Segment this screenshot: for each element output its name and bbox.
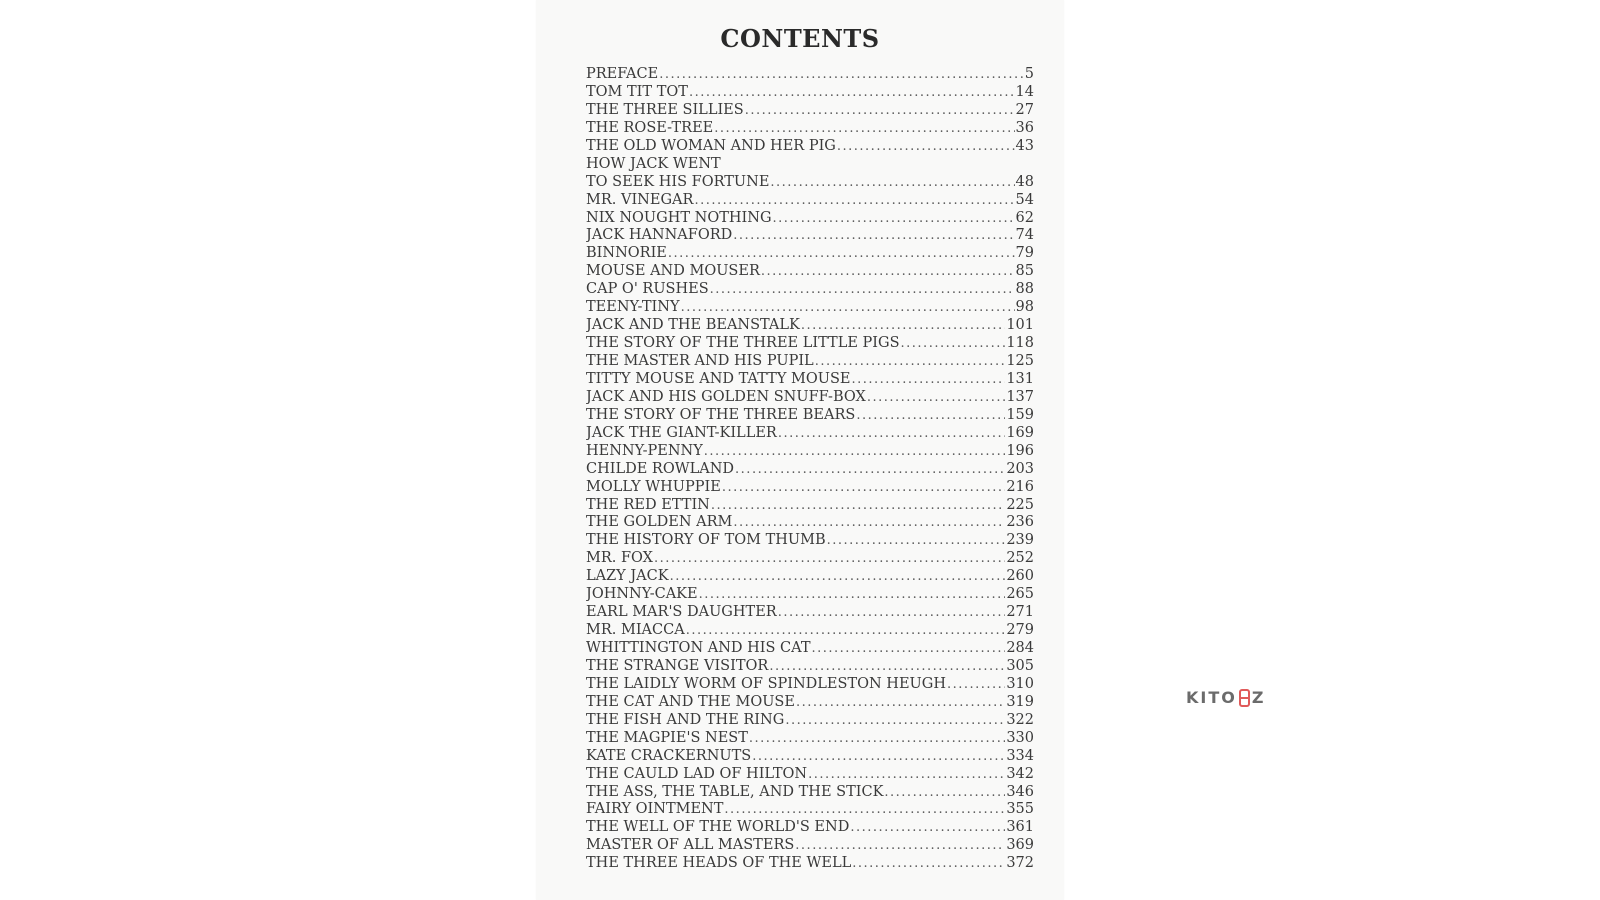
- toc-leader-dots: [659, 66, 1024, 84]
- toc-entry: [586, 819, 1034, 837]
- toc-entry-page: 203: [1006, 460, 1034, 477]
- toc-entry-title: JACK AND THE BEANSTALK: [586, 317, 800, 334]
- toc-entry: [586, 622, 1034, 640]
- toc-entry-title: WHITTINGTON AND HIS CAT: [586, 640, 811, 656]
- toc-entry-page: 334: [1006, 747, 1034, 764]
- toc-leader-dots: [815, 353, 1006, 371]
- toc-entry: [586, 855, 1034, 873]
- toc-leader-dots: [785, 712, 1005, 730]
- toc-entry-page: 369: [1006, 837, 1034, 854]
- toc-entry-title: THE STRANGE VISITOR: [586, 657, 769, 674]
- toc-entry-page: 372: [1006, 855, 1034, 872]
- toc-entry: [586, 335, 1034, 353]
- toc-entry-page: 14: [1015, 83, 1034, 100]
- toc-entry-title: PREFACE: [586, 66, 659, 82]
- toc-entry-page: 85: [1015, 263, 1034, 280]
- toc-leader-dots: [852, 371, 1006, 389]
- toc-entry-page: 74: [1015, 227, 1034, 244]
- toc-entry-page: 346: [1006, 783, 1034, 800]
- toc-leader-dots: [884, 784, 1005, 802]
- toc-entry: [586, 192, 1034, 210]
- toc-entry-page: 252: [1006, 550, 1034, 567]
- toc-entry-title: MOLLY WHUPPIE: [586, 478, 721, 495]
- toc-entry: [586, 371, 1034, 389]
- toc-entry-page: 239: [1006, 532, 1034, 549]
- toc-leader-dots: [808, 766, 1005, 784]
- toc-leader-dots: [714, 120, 1014, 138]
- toc-entry-title: MOUSE AND MOUSER: [586, 263, 760, 280]
- toc-entry-title: THE THREE HEADS OF THE WELL: [586, 855, 852, 872]
- toc-entry: [586, 676, 1034, 694]
- toc-entry-title: KATE CRACKERNUTS: [586, 747, 752, 764]
- toc-entry: [586, 748, 1034, 766]
- toc-entry-title: JACK THE GIANT-KILLER: [586, 424, 777, 441]
- toc-entry-page: 101: [1006, 317, 1034, 334]
- toc-leader-dots: [654, 550, 1005, 568]
- toc-entry-title: THE GOLDEN ARM: [586, 514, 733, 531]
- toc-entry-page: 125: [1006, 353, 1034, 369]
- toc-entry: [586, 550, 1034, 568]
- toc-entry-title: THE ROSE-TREE: [586, 119, 714, 136]
- toc-entry-page: 27: [1015, 101, 1034, 118]
- toc-entry-page: 319: [1006, 693, 1034, 710]
- toc-leader-dots: [722, 479, 1005, 497]
- toc-entry: [586, 604, 1034, 622]
- toc-entry-page: 98: [1015, 299, 1034, 316]
- toc-entry-title: JACK HANNAFORD: [586, 227, 733, 244]
- toc-entry-page: 169: [1006, 424, 1034, 441]
- toc-entry: [586, 586, 1034, 604]
- toc-entry: [586, 263, 1034, 281]
- toc-leader-dots: [801, 317, 1005, 335]
- toc-entry-title: THE WELL OF THE WORLD'S END: [586, 819, 850, 836]
- toc-entry-title: EARL MAR'S DAUGHTER: [586, 604, 777, 621]
- toc-leader-dots: [733, 227, 1014, 245]
- toc-entry-title: TEENY-TINY: [586, 299, 680, 316]
- toc-entry-page: 5: [1024, 66, 1034, 82]
- toc-entry: [586, 389, 1034, 407]
- toc-entry-page: 322: [1006, 711, 1034, 728]
- toc-entry: [586, 353, 1034, 371]
- toc-entry-page: 284: [1006, 640, 1034, 656]
- toc-entry: [586, 568, 1034, 586]
- toc-entry-title: CAP O' RUSHES: [586, 281, 709, 298]
- toc-entry-page: 271: [1006, 604, 1034, 621]
- page-title: CONTENTS: [720, 24, 880, 53]
- toc-leader-dots: [699, 586, 1006, 604]
- toc-entry-title: THE CAT AND THE MOUSE: [586, 693, 795, 710]
- toc-entry-page: 118: [1006, 335, 1034, 352]
- watermark-logo: [1186, 688, 1265, 707]
- book-page: [536, 0, 1064, 900]
- toc-entry: [586, 281, 1034, 299]
- toc-leader-dots: [796, 694, 1005, 712]
- toc-entry: [586, 66, 1034, 84]
- toc-entry-title: THE THREE SILLIES: [586, 101, 744, 118]
- toc-leader-dots: [770, 174, 1014, 192]
- toc-entry-page: 342: [1006, 765, 1034, 782]
- toc-entry-page: 48: [1015, 173, 1034, 190]
- toc-leader-dots: [856, 407, 1005, 425]
- toc-entry: [586, 461, 1034, 479]
- toc-entry: [586, 479, 1034, 497]
- toc-entry-page: 361: [1006, 819, 1034, 836]
- toc-leader-dots: [812, 640, 1006, 658]
- toc-entry: [586, 317, 1034, 335]
- toc-entry-title: THE MAGPIE'S NEST: [586, 729, 748, 746]
- toc-leader-dots: [681, 299, 1015, 317]
- toc-leader-dots: [724, 801, 1005, 819]
- toc-entry: [586, 640, 1034, 658]
- logo-text-right: Z: [1251, 688, 1266, 707]
- toc-leader-dots: [901, 335, 1006, 353]
- toc-entry-page: 62: [1015, 209, 1034, 226]
- toc-entry: [586, 784, 1034, 802]
- toc-entry-title: TITTY MOUSE AND TATTY MOUSE: [586, 370, 851, 387]
- toc-entry-title: MR. MIACCA: [586, 622, 685, 639]
- toc-entry-title: BINNORIE: [586, 245, 667, 262]
- toc-entry-page: 137: [1006, 388, 1034, 405]
- toc-entry: [586, 425, 1034, 443]
- toc-entry-title: THE FISH AND THE RING: [586, 711, 785, 728]
- toc-leader-dots: [694, 192, 1014, 210]
- toc-entry-page: 330: [1006, 729, 1034, 746]
- toc-entry: [586, 210, 1034, 228]
- toc-leader-dots: [704, 443, 1006, 461]
- toc-entry: [586, 658, 1034, 676]
- toc-leader-dots: [745, 102, 1015, 120]
- toc-entry: [586, 245, 1034, 263]
- toc-leader-dots: [733, 514, 1005, 532]
- toc-entry-title: NIX NOUGHT NOTHING: [586, 209, 772, 226]
- toc-entry-title: THE HISTORY OF TOM THUMB: [586, 532, 826, 549]
- toc-leader-dots: [686, 622, 1006, 640]
- logo-mark-icon: [1239, 689, 1250, 707]
- table-of-contents: [586, 66, 1034, 873]
- toc-leader-dots: [668, 245, 1015, 263]
- toc-leader-dots: [778, 425, 1005, 443]
- toc-entry-title: THE RED ETTIN: [586, 496, 710, 513]
- toc-leader-dots: [795, 837, 1005, 855]
- toc-entry-title: MASTER OF ALL MASTERS: [586, 837, 795, 854]
- toc-leader-dots: [711, 497, 1005, 515]
- toc-entry-page: 88: [1015, 281, 1034, 298]
- toc-entry: [586, 84, 1034, 102]
- toc-entry-title: THE ASS, THE TABLE, AND THE STICK: [586, 783, 884, 800]
- toc-entry: [586, 299, 1034, 317]
- toc-entry-title: TOM TIT TOT: [586, 83, 688, 100]
- toc-leader-dots: [837, 138, 1015, 156]
- toc-entry: [586, 407, 1034, 425]
- toc-entry: [586, 156, 1034, 174]
- toc-entry-title: THE STORY OF THE THREE LITTLE PIGS: [586, 335, 900, 352]
- toc-entry: [586, 801, 1034, 819]
- toc-entry-title: JACK AND HIS GOLDEN SNUFF-BOX: [586, 388, 866, 405]
- toc-leader-dots: [749, 730, 1005, 748]
- toc-leader-dots: [735, 461, 1005, 479]
- toc-leader-dots: [769, 658, 1005, 676]
- toc-entry: [586, 837, 1034, 855]
- toc-entry-title: CHILDE ROWLAND: [586, 460, 735, 477]
- toc-entry-page: 236: [1006, 514, 1034, 531]
- toc-entry-page: 131: [1006, 370, 1034, 387]
- toc-leader-dots: [947, 676, 1005, 694]
- logo-text-left: KITO: [1186, 688, 1237, 707]
- toc-entry-title: THE LAIDLY WORM OF SPINDLESTON HEUGH: [586, 675, 946, 692]
- toc-entry: [586, 443, 1034, 461]
- toc-entry-page: 36: [1015, 119, 1034, 136]
- toc-leader-dots: [827, 532, 1006, 550]
- toc-entry: [586, 120, 1034, 138]
- toc-entry-title: FAIRY OINTMENT: [586, 801, 724, 818]
- toc-entry: [586, 227, 1034, 245]
- toc-entry: [586, 497, 1034, 515]
- toc-entry: [586, 174, 1034, 192]
- toc-leader-dots: [752, 748, 1005, 766]
- toc-entry-title: JOHNNY-CAKE: [586, 586, 698, 603]
- toc-entry-page: 265: [1006, 586, 1034, 603]
- toc-entry: [586, 694, 1034, 712]
- toc-entry: [586, 138, 1034, 156]
- toc-entry-page: 260: [1006, 568, 1034, 585]
- toc-entry-title: LAZY JACK: [586, 568, 669, 585]
- toc-entry-page: 225: [1006, 496, 1034, 513]
- toc-leader-dots: [670, 568, 1006, 586]
- toc-entry-title: HENNY-PENNY: [586, 442, 703, 459]
- toc-entry-title: TO SEEK HIS FORTUNE: [586, 173, 770, 190]
- toc-entry-title: THE STORY OF THE THREE BEARS: [586, 406, 856, 423]
- toc-entry: [586, 532, 1034, 550]
- toc-leader-dots: [689, 84, 1015, 102]
- toc-leader-dots: [852, 855, 1005, 873]
- toc-entry-title: THE OLD WOMAN AND HER PIG: [586, 137, 836, 154]
- toc-entry: [586, 712, 1034, 730]
- toc-entry-page: 159: [1006, 406, 1034, 423]
- toc-entry-page: 54: [1015, 191, 1034, 208]
- toc-leader-dots: [778, 604, 1006, 622]
- toc-entry-page: 196: [1006, 442, 1034, 459]
- toc-entry-page: 355: [1006, 801, 1034, 818]
- toc-entry-page: 43: [1015, 137, 1034, 154]
- toc-entry: [586, 514, 1034, 532]
- toc-entry-page: 279: [1006, 622, 1034, 639]
- toc-entry: [586, 730, 1034, 748]
- toc-leader-dots: [850, 819, 1005, 837]
- toc-entry: [586, 766, 1034, 784]
- toc-entry-page: 79: [1015, 245, 1034, 262]
- toc-entry-title: HOW JACK WENT: [586, 155, 721, 172]
- toc-leader-dots: [773, 210, 1015, 228]
- toc-entry-page: 310: [1006, 675, 1034, 692]
- toc-entry-title: MR. VINEGAR: [586, 191, 694, 208]
- toc-leader-dots: [710, 281, 1015, 299]
- toc-entry-page: 305: [1006, 657, 1034, 674]
- toc-entry: [586, 102, 1034, 120]
- toc-entry-title: THE MASTER AND HIS PUPIL: [586, 353, 814, 369]
- toc-leader-dots: [761, 263, 1015, 281]
- toc-entry-title: MR. FOX: [586, 550, 653, 567]
- toc-entry-page: 216: [1006, 478, 1034, 495]
- toc-leader-dots: [867, 389, 1005, 407]
- toc-entry-title: THE CAULD LAD OF HILTON: [586, 765, 808, 782]
